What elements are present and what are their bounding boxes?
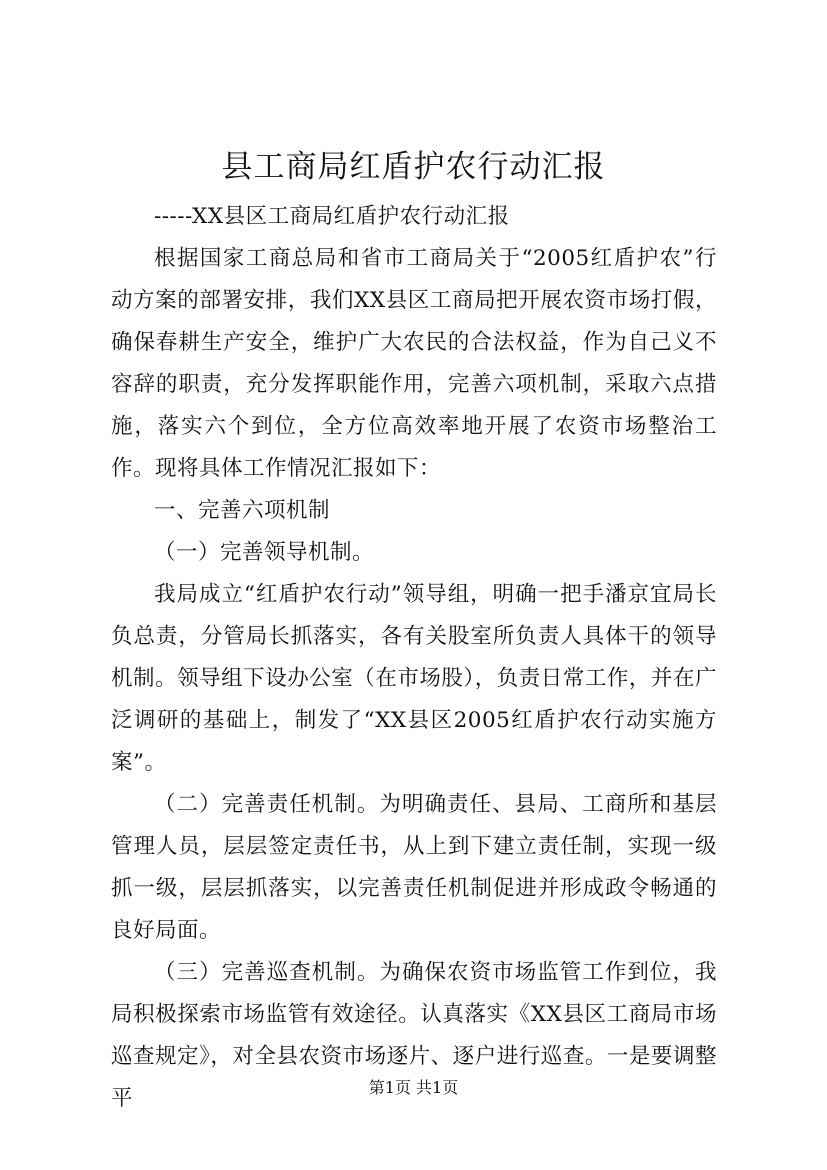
page-footer: 第1页 共1页 (368, 1078, 459, 1097)
body-paragraph: 我局成立“红盾护农行动”领导组，明确一把手潘京宜局长负总责，分管局长抓落实，各有关股室所负责人具体干的领导机制。领导组下设办公室（在市场股），负责日常工作，并在广泛调研的基础上，制发了“XX县区2005红盾护农行动实施方案”。 (111, 582, 717, 775)
subsection-heading: （一）完善领导机制。 (154, 540, 375, 565)
document-title: 县工商局红盾护农行动汇报 (221, 149, 606, 185)
document-body (111, 196, 717, 1120)
section-heading: 一、完善六项机制 (154, 498, 331, 523)
intro-paragraph: 根据国家工商总局和省市工商局关于“2005红盾护农”行动方案的部署安排，我们XX县区工商局把开展农资市场打假，确保春耕生产安全，维护广大农民的合法权益，作为自己义不容辞的职责，充分发挥职能作用，完善六项机制，采取六点措施，落实六个到位，全方位高效率地开展了农资市场整治工作。现将具体工作情况汇报如下： (111, 246, 717, 481)
subtitle-paragraph: -----XX县区工商局红盾护农行动汇报 (154, 204, 510, 229)
body-paragraph: （二）完善责任机制。为明确责任、县局、工商所和基层管理人员，层层签定责任书，从上到下建立责任制，实现一级抓一级，层层抓落实，以完善责任机制促进并形成政令畅通的良好局面。 (111, 792, 717, 943)
body-paragraph: （三）完善巡查机制。为确保农资市场监管工作到位，我局积极探索市场监管有效途径。认真落实《XX县区工商局市场巡查规定》，对全县农资市场逐片、逐户进行巡查。一是要调整平 (111, 960, 717, 1111)
